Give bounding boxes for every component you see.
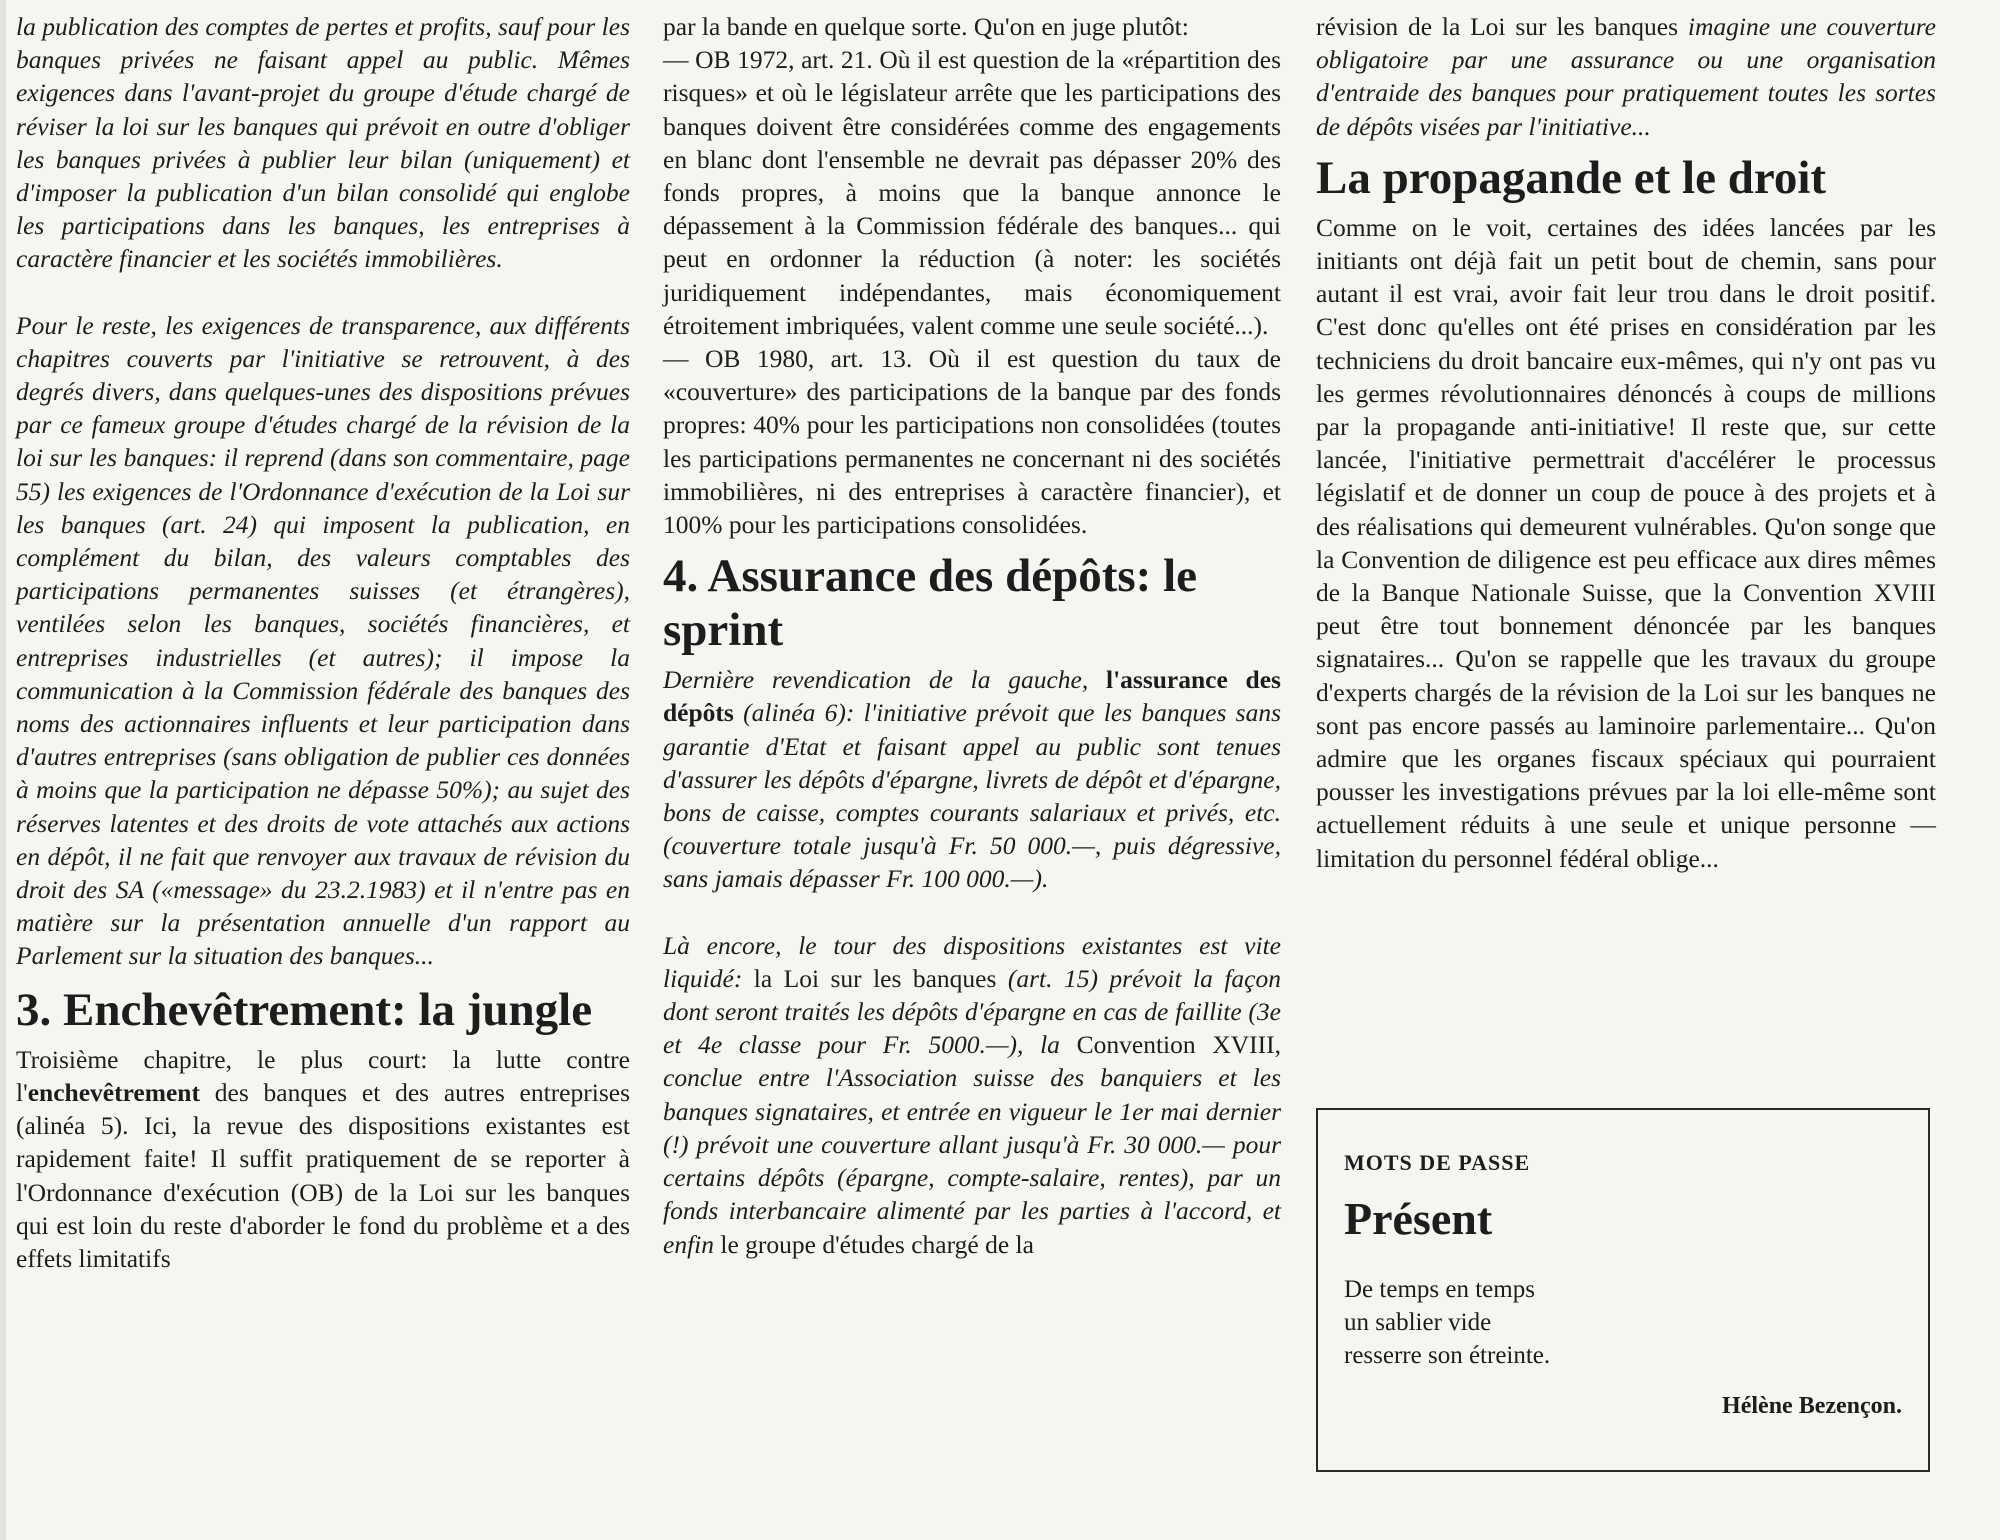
section-heading: La propagande et le droit: [1316, 151, 1827, 204]
paragraph: [663, 663, 1281, 895]
text-run: (art. 15) prévoit la façon dont seront traités les dépôts d'épargne en cas de faillite (3e et 4e classe pour Fr. 5000.—), la: [663, 963, 1281, 1060]
paragraph: — OB 1972, art. 21. Où il est question de la «répartition des risques» et où le législateur arrête que les participations des banques doivent être considérées comme des engagements en blanc dont l'ensemble ne devrait pas dépasser 20% des fonds propres, à moins que la banque annonce le dépassement à la Commission fédérale des banques... qui peut en ordonner la réduction (à noter: les sociétés juridiquement indépendantes, mais économiquement étroitement imbriquées, valent comme une seule société...).: [663, 45, 1281, 340]
poem-box: [1316, 1108, 1930, 1472]
paragraph: — OB 1980, art. 13. Où il est question du taux de «couverture» des participations de la banque par des fonds propres: 40% pour les participations non consolidées (toutes les participations permanentes ne concernant ni des sociétés immobilières, ni des entreprises à caractère financier), et 100% pour les participations consolidées.: [663, 344, 1281, 540]
text-run: le: [720, 1229, 739, 1259]
text-run: conclue entre l'Association suisse des banquiers et les banques signataires, et entrée en vigueur le 1er mai dernier (!) prévoit une couverture allant jusqu'à Fr. 30 000.— pour certains dépôts (épargne, compte-salaire, rentes), par un fonds interbancaire alimenté par les parties à l'accord, et enfin: [663, 1063, 1281, 1259]
bold-term: enchevêtrement: [27, 1077, 200, 1107]
text-run: révision de la Loi sur les banques: [1316, 12, 1679, 41]
text-run: Dernière revendication de la gauche,: [663, 665, 1106, 695]
page-gutter-edge: [0, 0, 6, 1540]
poem-line: De temps en temps: [1344, 1276, 1535, 1303]
text-run: groupe d'études chargé de la: [738, 1229, 1034, 1259]
paragraph: la publication des comptes de pertes et profits, sauf pour les banques privées ne faisant appel au public. Mêmes exigences dans l'avant-projet du groupe d'étude chargé de réviser la loi sur les banques qui prévoit en outre d'obliger les banques privées à publier leur bilan (uniquement) et d'imposer la publication d'un bilan consolidé qui englobe les participations dans les banques, les entreprises à caractère financier et les sociétés immobilières.: [16, 12, 630, 274]
text-run: Convention XVIII,: [1076, 1030, 1281, 1060]
text-run: des banques et des autres entreprises (alinéa 5). Ici, la revue des dispositions existantes est rapidement faite! Il suffit pratiquement de se reporter à l'Ordonnance d'exécution (OB) de la Loi sur les banques qui est loin du reste d'aborder le fond du problème et a des effets limitatifs: [16, 1077, 630, 1273]
paragraph: Pour le reste, les exigences de transparence, aux différents chapitres couverts par l'initiative se retrouvent, à des degrés divers, dans quelques-unes des dispositions prévues par ce fameux groupe d'études chargé de la révision de la loi sur les banques: il reprend (dans son commentaire, page 55) les exigences de l'Ordonnance d'exécution de la Loi sur les banques (art. 24) qui imposent la publication, en complément du bilan, des valeurs comptables des participations permanentes suisses (et étrangères), ventilées selon les banques, sociétés financières, et entreprises industrielles (et autres); il impose la communication à la Commission fédérale des banques des noms des actionnaires influents et leur participation dans d'autres entreprises (sans obligation de publier ces données à moins que la participation ne dépasse 50%); au sujet des réserves latentes et des droits de vote attachés aux actions en dépôt, il ne fait que renvoyer aux travaux de révision du droit des SA («message» du 23.2.1983) et il n'entre pas en matière sur la présentation annuelle d'un rapport au Parlement sur la situation des banques...: [16, 310, 630, 971]
paragraph: Comme on le voit, certaines des idées lancées par les initiants ont déjà fait un petit bout de chemin, sans pour autant il est vrai, avoir fait leur trou dans le droit positif. C'est donc qu'elles ont été prises en considération par les techniciens du droit bancaire eux-mêmes, qui n'y ont pas vu les germes révolutionnaires dénoncés à coups de millions par la propagande anti-initiative! Il reste que, sur cette lancée, l'initiative permettrait d'accélérer le processus législatif et de donner un coup de pouce à des projets et à des réalisations qui demeurent vulnérables. Qu'on songe que la Convention de diligence est peu efficace aux dires mêmes de la Banque Nationale Suisse, que la Convention XVIII peut être tout bonnement dénoncée par les banques signataires... Qu'on se rappelle que les travaux du groupe d'experts chargés de la révision de la Loi sur les banques ne sont pas encore passés au laminoire parlementaire... Qu'on admire que les organes fiscaux spéciaux qui pourraient pousser les investigations prévues par la loi elle-même sont actuellement réduits à une seule et unique personne — limitation du personnel fédéral oblige...: [1316, 212, 1936, 873]
column-3: [1316, 10, 1936, 875]
column-1: [16, 10, 630, 1275]
paragraph: [1316, 10, 1936, 143]
paragraph: [663, 929, 1281, 1261]
section-heading: 4. Assurance des dépôts: le sprint: [663, 550, 1197, 657]
paragraph: [16, 1043, 630, 1275]
box-kicker: MOTS DE PASSE: [1344, 1150, 1531, 1175]
poem-line: resserre son étreinte.: [1344, 1342, 1551, 1369]
text-run: imagine une couverture obligatoire par une assurance ou une organisation d'entraide des banques pour pratiquement toutes les sortes de dépôts visées par l'initiative...: [1316, 12, 1936, 141]
text-run: Là encore, le tour des dispositions existantes est vite liquidé:: [663, 930, 1281, 993]
box-title: Présent: [1344, 1193, 1493, 1244]
column-2: [663, 10, 1281, 1261]
poem-line: un sablier vide: [1344, 1309, 1492, 1336]
text-run: (alinéa 6): l'initiative prévoit que les banques sans garantie d'Etat et faisant appel au public sont tenues d'assurer les dépôts d'épargne, livrets de dépôt et d'épargne, bons de caisse, comptes courants salariaux et privés, etc. (couverture totale jusqu'à Fr. 50 000.—, puis dégressive, sans jamais dépasser Fr. 100 000.—).: [663, 698, 1281, 894]
text-run: la Loi sur les banques: [753, 963, 997, 993]
author-signature: Hélène Bezençon.: [1722, 1393, 1902, 1419]
text-run: Troisième chapitre, le plus court: la lutte contre l': [16, 1044, 630, 1107]
paragraph: par la bande en quelque sorte. Qu'on en juge plutôt:: [663, 12, 1189, 41]
section-heading: 3. Enchevêtrement: la jungle: [16, 983, 593, 1036]
bold-term: l'assurance des dépôts: [663, 665, 1281, 728]
